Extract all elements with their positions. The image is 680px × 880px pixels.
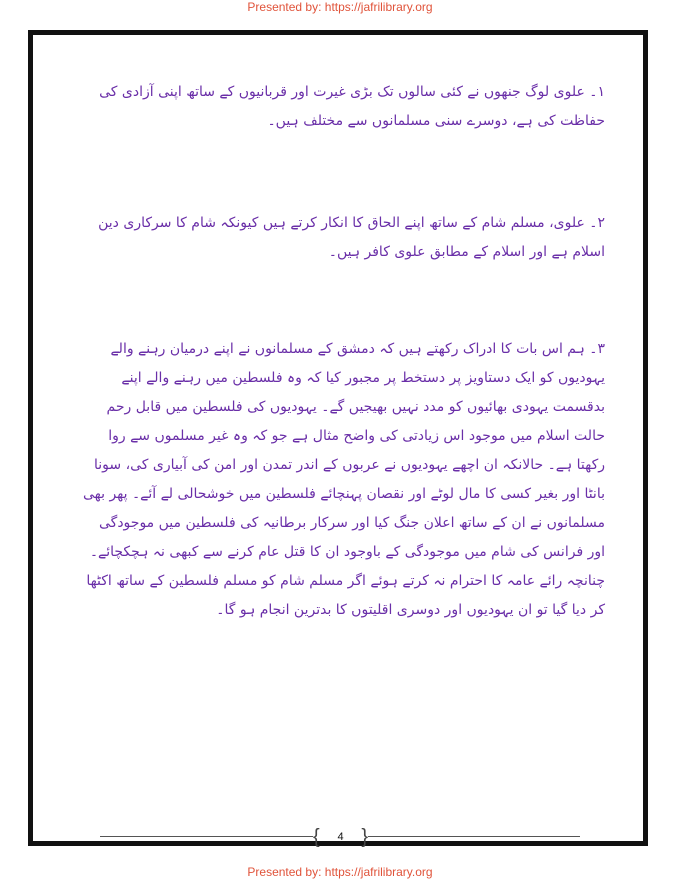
paragraph-3: ۳۔ ہم اس بات کا ادراک رکھتے ہیں کہ دمشق کے مسلمانوں نے اپنے درمیان رہنے والے یہودیوں کو ایک دستاویز پر دستخط پر مجبور کیا کہ وہ فلسطین میں رہنے والے اپنے بدقسمت یہودی بھائیوں کو مدد نہیں بھیجیں گے۔ یہودیوں کی فلسطین میں قابل رحم حالت اسلام میں موجود اس زیادتی کی واضح مثال ہے جو کہ وہ غیر مسلموں سے روا رکھتا ہے۔ حالانکہ ان اچھے یہودیوں نے عربوں کے اندر تمدن اور امن کی آبیاری کی، سونا بانٹا اور بغیر کسی کا مال لوٹے اور نقصان پہنچائے فلسطین میں خوشحالی لے آئے۔ پھر بھی مسلمانوں نے ان کے ساتھ اعلان جنگ کیا اور سرکار برطانیہ کی فلسطین میں موجودگی اور فرانس کی شام میں موجودگی کے باوجود ان کا قتل عام کرنے سے کبھی نہ ہچکچائے۔ چنانچہ رائے عامہ کا احترام نہ کرتے ہوئے اگر مسلم شام کو مسلم فلسطین کے ساتھ اکٹھا کر دیا گیا تو ان یہودیوں اور دوسری اقلیتوں کا بدترین انجام ہو گا۔	[82, 341, 605, 618]
watermark-bottom[interactable]: Presented by: https://jafrilibrary.org	[247, 865, 433, 879]
footer-rule-left	[100, 836, 313, 837]
watermark-top[interactable]: Presented by: https://jafrilibrary.org	[247, 0, 433, 14]
page-number-box	[313, 826, 368, 848]
paragraph-2: ۲۔ علوی، مسلم شام کے ساتھ اپنے الحاق کا انکار کرتے ہیں کیونکہ شام کا سرکاری دین اسلام ہے اور اسلام کے مطابق علوی کافر ہیں۔	[98, 215, 605, 260]
right-brace-ornament: }	[361, 826, 368, 848]
footer-rule-right	[368, 836, 580, 837]
page-number: 4	[337, 831, 344, 843]
left-brace-ornament: {	[313, 826, 320, 848]
paragraph-1: ۱۔ علوی لوگ جنھوں نے کئی سالوں تک بڑی غیرت اور قربانیوں کے ساتھ اپنی آزادی کی حفاظت کی ہے، دوسرے سنی مسلمانوں سے مختلف ہیں۔	[99, 84, 605, 129]
